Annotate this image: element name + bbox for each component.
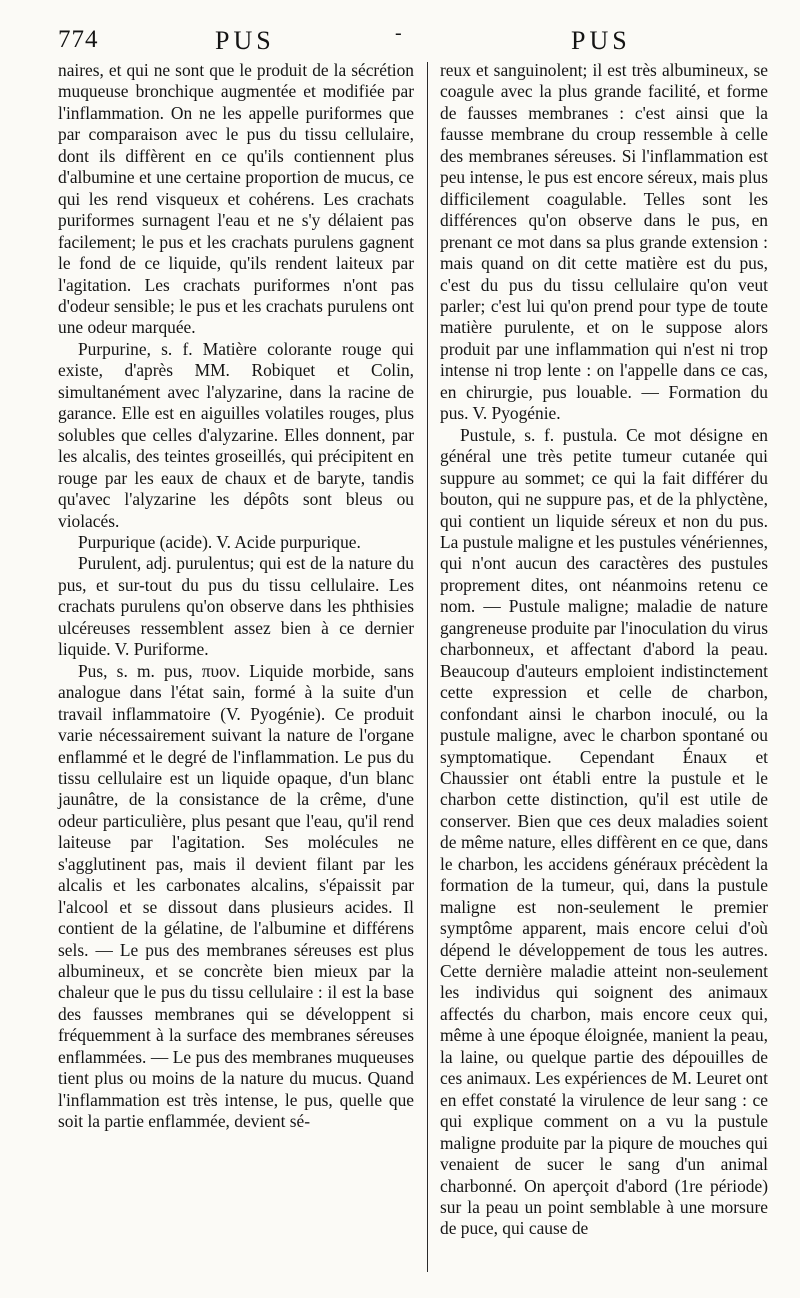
running-head-left: PUS [215, 26, 275, 55]
entry-pus: Pus, s. m. pus, πυον. Liquide morbide, sans analogue dans l'état sain, formé à la suite d'un travail inflammatoire (V. Pyogénie). Ce produit varie nécessairement suivant la nature de l'organe enflammé et le degré de l'inflammation. Le pus du tissu cellulaire est un liquide opaque, d'un blanc jaunâtre, de la consistance de la crême, d'une odeur particulière, plus pesant que l'eau, qu'il rend laiteuse par l'agitation. Ses molécules ne s'agglutinent pas, mais il devient filant par les alcalis et les carbonates alcalins, s'épaissit par l'alcool et se dissout dans plusieurs acides. Il contient de la gélatine, de l'albumine et différens sels. — Le pus des membranes séreuses est plus albumineux, et se concrète bien mieux par la chaleur que le pus du tissu cellulaire : il est la base des fausses membranes qui se développent si fréquemment à la surface des membranes séreuses enflammées. — Le pus des membranes muqueuses tient plus ou moins de la nature du mucus. Quand l'inflammation est très intense, le pus, quelle que soit la partie enflammée, devient sé- [58, 660, 414, 1132]
page-number: 774 [58, 26, 99, 53]
entry-continuation: naires, et qui ne sont que le produit de la sécrétion muqueuse bronchique augmentée et modifiée par l'inflammation. On ne les appelle puriformes que par comparaison avec le pus du tissu cellulaire, dont ils diffèrent en ce qu'ils contiennent plus d'albumine et une certaine proportion de mucus, ce qui les rend visqueux et cohérens. Les crachats puriformes surnagent l'eau et ne s'y délaient pas facilement; le pus et les crachats purulens gagnent le fond de ce liquide, qu'ils rendent laiteux par l'agitation. Les crachats puriformes n'ont pas d'odeur sensible; le pus et les crachats purulens ont une odeur marquée. [58, 60, 414, 338]
page-header [58, 24, 760, 58]
left-column [58, 60, 414, 1133]
entry-purpurique: Purpurique (acide). V. Acide purpurique. [78, 531, 361, 552]
header-separator: - [395, 22, 402, 44]
entry-purpurine: Purpurine, s. f. Matière colorante rouge qui existe, d'après MM. Robiquet et Colin, simultanément avec l'alyzarine, dans la racine de garance. Elle est en aiguilles volatiles rouges, plus solubles que celles d'alyzarine. Elles donnent, par les alcalis, des teintes groseillés, qui précipitent en rouge par les eaux de chaux et de baryte, tandis qu'avec l'alyzarine les dépôts sont bleus ou violacés. [58, 338, 414, 531]
entry-purulent: Purulent, adj. purulentus; qui est de la nature du pus, et sur-tout du pus du tissu cellulaire. Les crachats purulens qu'on observe dans les phthisies ulcéreuses ressemblent assez bien à ce dernier liquide. V. Puriforme. [58, 553, 414, 660]
entry-pustule: Pustule, s. f. pustula. Ce mot désigne en général une très petite tumeur cutanée qui suppure au sommet; ce qui la fait différer du bouton, qui ne suppure pas, et de la phlyctène, qui contient un liquide séreux et non du pus. La pustule maligne et les pustules vénériennes, qui n'ont aucun des caractères des pustules proprement dites, ont néanmoins retenu ce nom. — Pustule maligne; maladie de nature gangreneuse produite par l'inoculation du virus charbonneux, et affectant d'abord la peau. Beaucoup d'auteurs emploient indistinctement cette expression et celle de charbon, confondant ainsi le charbon inoculé, ou la pustule maligne, avec le charbon spontané ou symptomatique. Cependant Énaux et Chaussier ont établi entre la pustule et le charbon cette distinction, qu'il est utile de conserver. Bien que ces deux maladies soient de même nature, elles diffèrent en ce que, dans le charbon, les accidens généraux précèdent la formation de la tumeur, qui, dans la pustule maligne est non-seulement le premier symptôme apparent, mais encore celui d'où dépend le développement de tous les autres. Cette dernière maladie atteint non-seulement les individus qui soignent des animaux affectés du charbon, mais encore ceux qui, même à une époque éloignée, manient la peau, la laine, ou quelque partie des dépouilles de ces animaux. Les expériences de M. Leuret ont en effet constaté la virulence de leur sang : ce qui explique comment on a vu la pustule maligne produite par la piqure de mouches qui venaient de sucer le sang d'un animal charbonné. On aperçoit d'abord (1re période) sur la peau un point semblable à une morsure de puce, qui cause de [440, 424, 768, 1239]
right-column [440, 60, 768, 1240]
column-divider [427, 62, 428, 1272]
entry-pus-continuation: reux et sanguinolent; il est très albumineux, se coagule avec la plus grande facilité, et forme de fausses membranes : c'est ainsi que la fausse membrane du croup ressemble à celle des membranes séreuses. Si l'inflammation est peu intense, le pus est encore séreux, mais plus difficilement coagulable. Telles sont les différences qu'on observe dans le pus, en prenant ce mot dans sa plus grande extension : mais quand on dit cette matière est du pus, c'est du pus du tissu cellulaire qu'on veut parler; c'est lui qu'on prend pour type de toute matière purulente, et on le suppose alors produit par une inflammation qui n'est ni trop intense ni trop lente : on l'appelle dans ce cas, en chirurgie, pus louable. — Formation du pus. V. Pyogénie. [440, 60, 768, 424]
running-head-right: PUS [571, 26, 631, 55]
